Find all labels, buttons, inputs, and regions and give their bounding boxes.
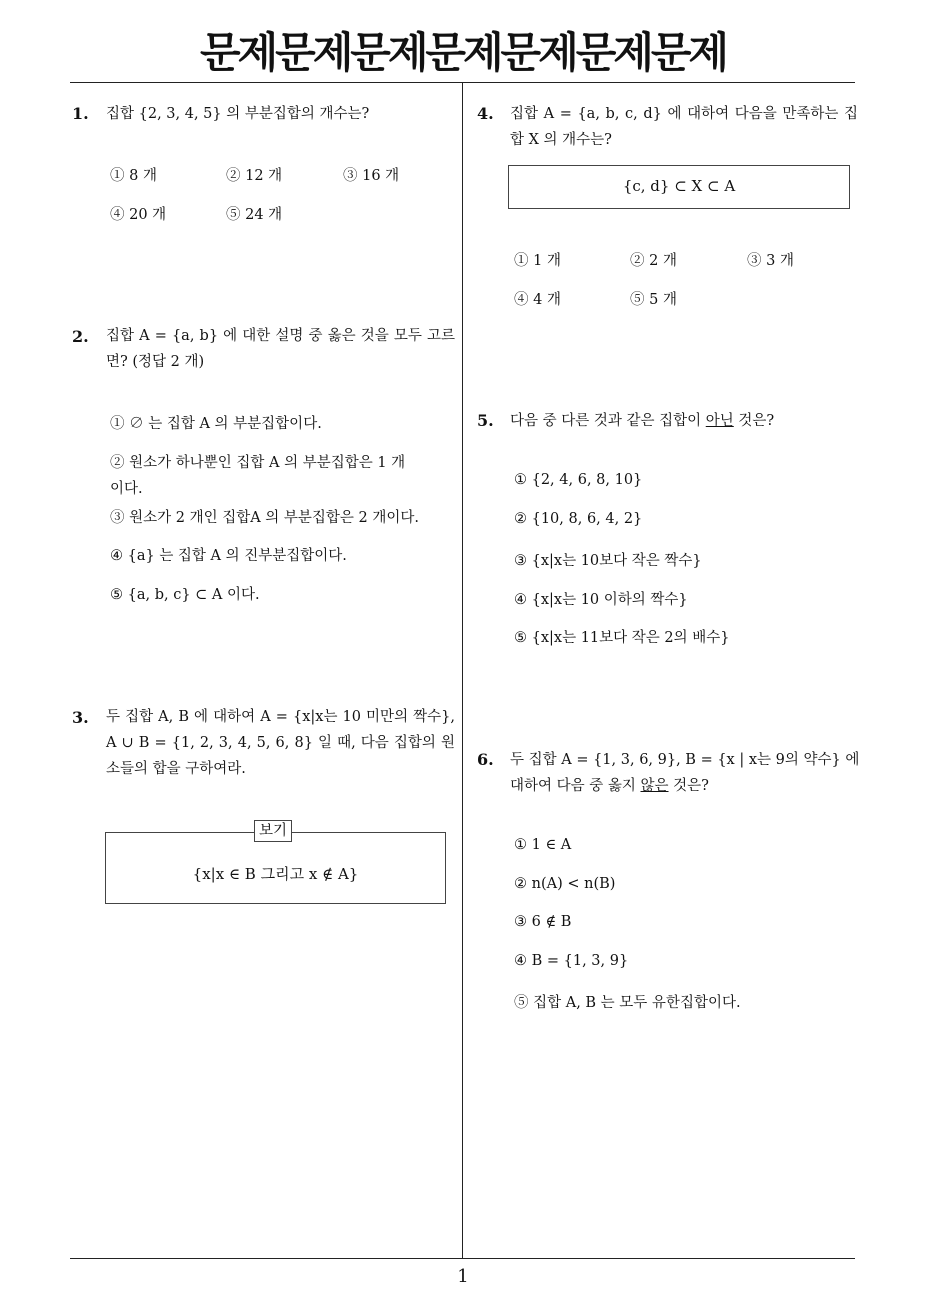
- q1-option-3: ③ 16 개: [343, 168, 400, 184]
- q5-option-4: ④ {x|x는 10 이하의 짝수}: [514, 592, 688, 608]
- footer-rule: [70, 1258, 855, 1259]
- q1-option-2: ② 12 개: [226, 168, 283, 184]
- q2-option-2: ② 원소가 하나뿐인 집합 A 의 부분집합은 1 개이다.: [110, 455, 406, 497]
- q6-emphasis: 않은: [640, 778, 669, 794]
- q2-option-1: ① ∅ 는 집합 A 의 부분집합이다.: [110, 416, 322, 432]
- q3-box-text: {x|x ∈ B 그리고 x ∉ A}: [192, 865, 359, 883]
- q2-option-4: ④ {a} 는 집합 A 의 진부분집합이다.: [110, 548, 347, 564]
- q3-bogi-box: [105, 832, 446, 904]
- q1-option-4: ④ 20 개: [110, 207, 167, 223]
- q3-number: 3.: [72, 708, 89, 727]
- q6-option-4: ④ B = {1, 3, 9}: [514, 953, 629, 969]
- q4-option-1: ① 1 개: [514, 253, 561, 269]
- q1-number: 1.: [72, 104, 89, 123]
- q4-option-3: ③ 3 개: [747, 253, 794, 269]
- q4-number: 4.: [477, 104, 494, 123]
- q4-text: 집합 A = {a, b, c, d} 에 대하여 다음을 만족하는 집합 X 의 개수는?: [510, 106, 858, 148]
- q3-box-label: 보기: [254, 820, 292, 842]
- q4-condition-box: [508, 165, 850, 209]
- column-divider: [462, 83, 463, 1259]
- q2-text: 집합 A = {a, b} 에 대한 설명 중 옳은 것을 모두 고르면? (정답 2 개): [106, 328, 455, 370]
- q1-option-1: ① 8 개: [110, 168, 157, 184]
- page-title: 문제문제문제문제문제문제문제: [199, 28, 726, 77]
- q5-option-5: ⑤ {x|x는 11보다 작은 2의 배수}: [514, 630, 730, 646]
- q5-option-3: ③ {x|x는 10보다 작은 짝수}: [514, 553, 702, 569]
- q5-text: 다음 중 다른 것과 같은 집합이 아닌 것은?: [510, 413, 775, 429]
- q4-option-5: ⑤ 5 개: [630, 292, 677, 308]
- q2-option-5: ⑤ {a, b, c} ⊂ A 이다.: [110, 587, 260, 603]
- page-number: 1: [457, 1266, 469, 1287]
- q6-text: 두 집합 A = {1, 3, 6, 9}, B = {x | x는 9의 약수} 에 대하여 다음 중 옳지 않은 것은?: [510, 752, 860, 794]
- q6-option-5: ⑤ 집합 A, B 는 모두 유한집합이다.: [514, 995, 741, 1011]
- q6-number: 6.: [477, 750, 494, 769]
- q1-option-5: ⑤ 24 개: [226, 207, 283, 223]
- q5-emphasis: 아닌: [705, 413, 734, 429]
- q4-option-4: ④ 4 개: [514, 292, 561, 308]
- q5-number: 5.: [477, 411, 494, 430]
- q5-option-1: ① {2, 4, 6, 8, 10}: [514, 472, 643, 488]
- q4-option-2: ② 2 개: [630, 253, 677, 269]
- q6-option-3: ③ 6 ∉ B: [514, 914, 572, 930]
- q6-option-1: ① 1 ∈ A: [514, 837, 572, 853]
- q4-box-text: {c, d} ⊂ X ⊂ A: [622, 177, 736, 195]
- q2-number: 2.: [72, 327, 89, 346]
- q5-option-2: ② {10, 8, 6, 4, 2}: [514, 511, 643, 527]
- q3-text: 두 집합 A, B 에 대하여 A = {x|x는 10 미만의 짝수}, A ∪ B = {1, 2, 3, 4, 5, 6, 8} 일 때, 다음 집합의 원소들의 합을 구하여라.: [106, 709, 455, 777]
- q6-option-2: ② n(A) < n(B): [514, 876, 616, 892]
- q1-text: 집합 {2, 3, 4, 5} 의 부분집합의 개수는?: [106, 106, 370, 122]
- q2-option-3: ③ 원소가 2 개인 집합A 의 부분집합은 2 개이다.: [110, 510, 420, 526]
